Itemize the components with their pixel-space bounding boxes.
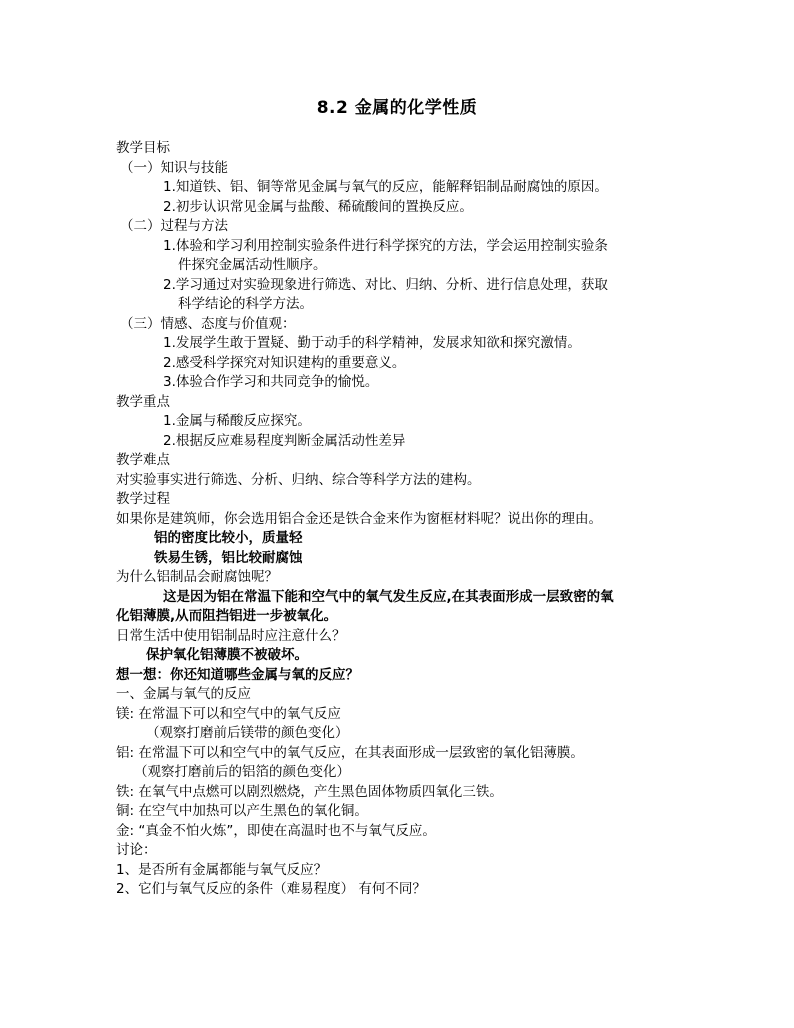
text-line: 1、是否所有金属都能与氧气反应？ (116, 861, 328, 878)
text-line: 1.金属与稀酸反应探究。 (163, 413, 311, 429)
text-line: 镁: 在常温下可以和空气中的氧气反应 (116, 705, 341, 722)
text-line: 铜: 在空气中加热可以产生黑色的氧化铜。 (116, 803, 368, 819)
text-line: 对实验事实进行筛选、分析、归纳、综合等科学方法的建构。 (116, 471, 481, 488)
text-line: 2.学习通过对实验现象进行筛选、对比、归纳、分析、进行信息处理，获取 (163, 276, 608, 293)
text-line: 铝的密度比较小，质量轻 (154, 530, 303, 546)
text-line: 2.感受科学探究对知识建构的重要意义。 (163, 354, 406, 371)
text-line: 2.初步认识常见金属与盐酸、稀硫酸间的置换反应。 (163, 198, 473, 215)
text-line: （三）情感、态度与价值观： (120, 315, 296, 332)
text-line: 教学难点 (116, 452, 170, 468)
text-line: 3.体验合作学习和共同竞争的愉悦。 (163, 374, 379, 390)
text-line: 金: “真金不怕火炼”，即使在高温时也不与氧气反应。 (116, 822, 436, 839)
text-line: （观察打磨前后的铝箔的颜色变化） (134, 764, 350, 780)
text-line: 教学过程 (116, 491, 170, 507)
text-line: 教学目标 (116, 140, 170, 156)
text-line: 1.体验和学习利用控制实验条件进行科学探究的方法，学会运用控制实验条 (163, 237, 608, 254)
text-line: （一）知识与技能 (120, 159, 228, 176)
text-line: 铁: 在氧气中点燃可以剧烈燃烧，产生黑色固体物质四氧化三铁。 (116, 783, 503, 800)
page-title: 8.2 金属的化学性质 (316, 98, 478, 118)
text-line: （观察打磨前后镁带的颜色变化） (146, 725, 349, 741)
text-line: 日常生活中使用铝制品时应注意什么？ (116, 627, 346, 644)
text-line: 1.知道铁、铝、铜等常见金属与氧气的反应，能解释铝制品耐腐蚀的原因。 (163, 179, 608, 195)
text-line: 件探究金属活动性顺序。 (178, 257, 327, 273)
text-line: 如果你是建筑师，你会选用铝合金还是铁合金来作为窗框材料呢？说出你的理由。 (116, 510, 602, 527)
text-line: 这是因为铝在常温下能和空气中的氧气发生反应,在其表面形成一层致密的氧 (163, 588, 614, 605)
text-line: 2、它们与氧气反应的条件（难易程度） 有何不同？ (116, 881, 426, 897)
text-line: 为什么铝制品会耐腐蚀呢？ (116, 569, 278, 585)
text-line: 2.根据反应难易程度判断金属活动性差异 (163, 432, 406, 449)
text-line: 铝: 在常温下可以和空气中的氧气反应，在其表面形成一层致密的氧化铝薄膜。 (116, 744, 584, 761)
text-line: 保护氧化铝薄膜不被破坏。 (146, 647, 308, 663)
text-line: 教学重点 (116, 393, 170, 410)
text-line: 一、金属与氧气的反应 (116, 686, 251, 702)
text-line: 想一想：你还知道哪些金属与氧的反应？ (116, 666, 359, 683)
text-line: 讨论： (116, 842, 157, 858)
text-line: （二）过程与方法 (120, 218, 228, 234)
text-line: 1.发展学生敢于置疑、勤于动手的科学精神，发展求知欲和探究激情。 (163, 335, 581, 351)
text-line: 化铝薄膜,从而阻挡铝进一步被氧化。 (116, 608, 338, 624)
document-body (116, 139, 696, 900)
text-line: 科学结论的科学方法。 (178, 296, 313, 312)
text-line: 铁易生锈，铝比较耐腐蚀 (154, 549, 303, 566)
